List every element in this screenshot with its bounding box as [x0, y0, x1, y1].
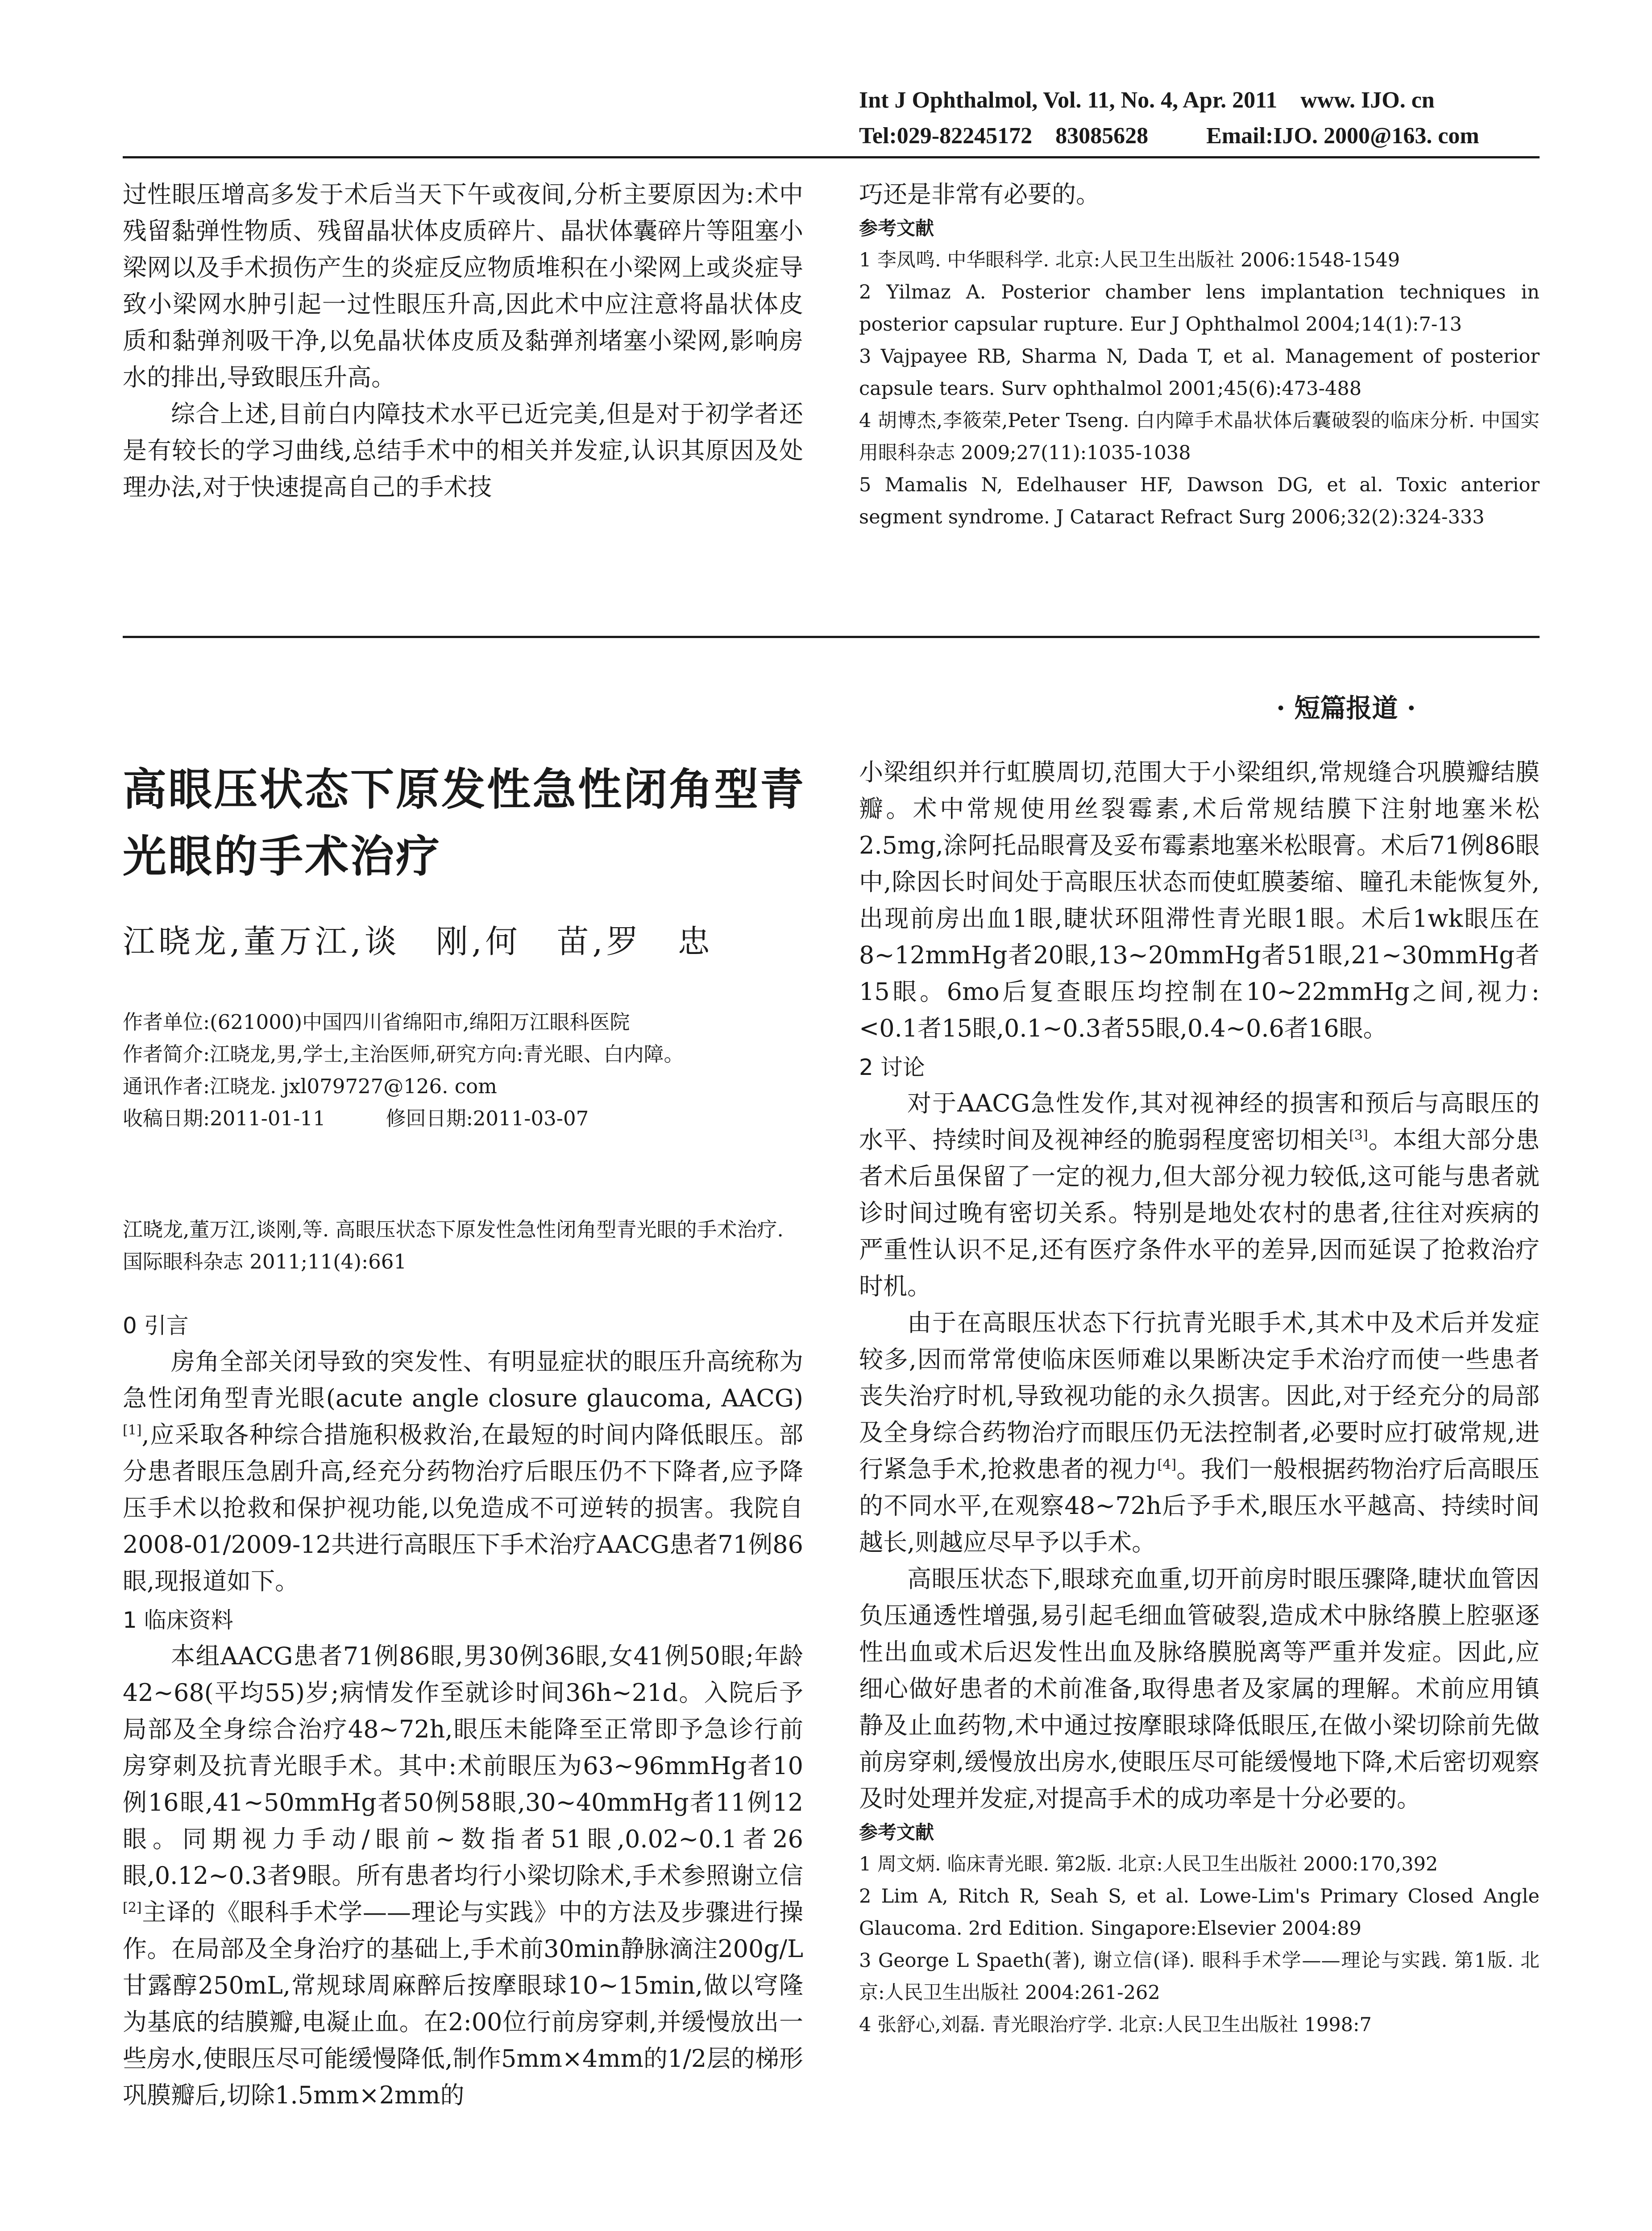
section-heading-intro: 0 引言: [123, 1313, 189, 1339]
header-rule: [123, 156, 1540, 158]
results-paragraph: 小梁组织并行虹膜周切,范围大于小梁组织,常规缝合巩膜瓣结膜瓣。术中常规使用丝裂霉素,术后常规结膜下注射地塞米松2.5mg,涂阿托品眼膏及妥布霉素地塞米松眼膏。术后71例86眼中,除因长时间处于高眼压状态而使虹膜萎缩、瞳孔未能恢复外,出现前房出血1眼,睫状环阻滞性青光眼1眼。术后1wk眼压在8~12mmHg者20眼,13~20mmHg者51眼,21~30mmHg者15眼。6mo后复查眼压均控制在10~22mmHg之间,视力:<0.1者15眼,0.1~0.3者55眼,0.4~0.6者16眼。: [859, 758, 1540, 1042]
prev-article-left-column: [123, 176, 803, 506]
journal-header-line1: Int J Ophthalmol, Vol. 11, No. 4, Apr. 2011 www. IJO. cn: [859, 87, 1435, 113]
prev-reference-item: 4 胡博杰,李筱荣,Peter Tseng. 白内障手术晶状体后囊破裂的临床分析. 中国实用眼科杂志 2009;27(11):1035-1038: [859, 410, 1540, 464]
received-dates: 收稿日期:2011-01-11 修回日期:2011-03-07: [123, 1107, 589, 1130]
author-info-block: [123, 1006, 805, 1135]
prev-references-heading: 参考文献: [859, 217, 934, 239]
citation-marker: [3]: [1349, 1128, 1368, 1143]
article-right-column: [859, 754, 1540, 2041]
citation-marker: [2]: [123, 1900, 142, 1916]
reference-item: 4 张舒心,刘磊. 青光眼治疗学. 北京:人民卫生出版社 1998:7: [859, 2014, 1372, 2036]
section-tag: · 短篇报道 ·: [1276, 693, 1416, 723]
reference-item: 1 周文炳. 临床青光眼. 第2版. 北京:人民卫生出版社 2000:170,392: [859, 1853, 1438, 1875]
prev-reference-item: 2 Yilmaz A. Posterior chamber lens implantation techniques in posterior capsular rupture. Eur J Ophthalmol 2004;14(1):7-13: [859, 281, 1540, 336]
section-heading-clinical: 1 临床资料: [123, 1607, 233, 1633]
prev-article-right-column: [859, 176, 1540, 533]
citation-marker: [4]: [1157, 1457, 1177, 1472]
article-title: 高眼压状态下原发性急性闭角型青光眼的手术治疗: [123, 764, 806, 882]
article-left-column: [123, 1305, 803, 2114]
prev-paragraph-1: 过性眼压增高多发于术后当天下午或夜间,分析主要原因为:术中残留黏弹性物质、残留晶状体皮质碎片、晶状体囊碎片等阻塞小梁网以及手术损伤产生的炎症反应物质堆积在小梁网上或炎症导致小梁网水肿引起一过性眼压升高,因此术中应注意将晶状体皮质和黏弹剂吸干净,以免晶状体皮质及黏弹剂堵塞小梁网,影响房水的排出,导致眼压升高。: [123, 180, 803, 391]
journal-header-line2: Tel:029-82245172 83085628 Email:IJO. 2000@163. com: [859, 123, 1479, 149]
clinical-paragraph: 本组AACG患者71例86眼,男30例36眼,女41例50眼;年龄42~68(平均55)岁;病情发作至就诊时间36h~21d。入院后予局部及全身综合治疗48~72h,眼压未能降至正常即予急诊行前房穿刺及抗青光眼手术。其中:术前眼压为63~96mmHg者10例16眼,41~50mmHg者50例58眼,30~40mmHg者11例12眼。同期视力手动/眼前~数指者51眼,0.02~0.1者26眼,0.12~0.3者9眼。所有患者均行小梁切除术,手术参照谢立信[2]主译的《眼科手术学——理论与实践》中的方法及步骤进行操作。在局部及全身治疗的基础上,手术前30min静脉滴注200g/L甘露醇250mL,常规球周麻醉后按摩眼球10~15min,做以穹隆为基底的结膜瓣,电凝止血。在2:00位行前房穿刺,并缓慢放出一些房水,使眼压尽可能缓慢降低,制作5mm×4mm的1/2层的梯形巩膜瓣后,切除1.5mm×2mm的: [123, 1642, 803, 2109]
author-bio: 作者简介:江晓龙,男,学士,主治医师,研究方向:青光眼、白内障。: [123, 1042, 684, 1066]
prev-reference-item: 3 Vajpayee RB, Sharma N, Dada T, et al. Management of posterior capsule tears. Surv ophthalmol 2001;45(6):473-488: [859, 345, 1540, 400]
prev-paragraph-2: 综合上述,目前白内障技术水平已近完美,但是对于初学者还是有较长的学习曲线,总结手术中的相关并发症,认识其原因及处理办法,对于快速提高自己的手术技: [123, 400, 803, 501]
prev-paragraph-3: 巧还是非常有必要的。: [859, 180, 1100, 208]
citation-block: [123, 1214, 805, 1278]
section-heading-discussion: 2 讨论: [859, 1054, 925, 1080]
discussion-paragraph-3: 高眼压状态下,眼球充血重,切开前房时眼压骤降,睫状血管因负压通透性增强,易引起毛细血管破裂,造成术中脉络膜上腔驱逐性出血或术后迟发性出血及脉络膜脱离等严重并发症。因此,应细心做好患者的术前准备,取得患者及家属的理解。术前应用镇静及止血药物,术中通过按摩眼球降低眼压,在做小梁切除前先做前房穿刺,缓慢放出房水,使眼压尽可能缓慢地下降,术后密切观察及时处理并发症,对提高手术的成功率是十分必要的。: [859, 1565, 1540, 1812]
prev-reference-item: 5 Mamalis N, Edelhauser HF, Dawson DG, et al. Toxic anterior segment syndrome. J Cataract Refract Surg 2006;32(2):324-333: [859, 474, 1540, 528]
reference-item: 2 Lim A, Ritch R, Seah S, et al. Lowe-Lim's Primary Closed Angle Glaucoma. 2rd Edition. Singapore:Elsevier 2004:89: [859, 1885, 1540, 1940]
prev-reference-item: 1 李凤鸣. 中华眼科学. 北京:人民卫生出版社 2006:1548-1549: [859, 249, 1400, 271]
author-affiliation: 作者单位:(621000)中国四川省绵阳市,绵阳万江眼科医院: [123, 1010, 630, 1034]
citation-marker: [1]: [123, 1422, 142, 1438]
discussion-paragraph-2: 由于在高眼压状态下行抗青光眼手术,其术中及术后并发症较多,因而常常使临床医师难以果断决定手术治疗而使一些患者丧失治疗时机,导致视功能的永久损害。因此,对于经充分的局部及全身综合药物治疗而眼压仍无法控制者,必要时应打破常规,进行紧急手术,抢救患者的视力[4]。我们一般根据药物治疗后高眼压的不同水平,在观察48~72h后予手术,眼压水平越高、持续时间越长,则越应尽早予以手术。: [859, 1309, 1540, 1556]
references-heading: 参考文献: [859, 1821, 934, 1843]
reference-item: 3 George L Spaeth(著), 谢立信(译). 眼科手术学——理论与实践. 第1版. 北京:人民卫生出版社 2004:261-262: [859, 1949, 1540, 2004]
intro-paragraph: 房角全部关闭导致的突发性、有明显症状的眼压升高统称为急性闭角型青光眼(acute angle closure glaucoma, AACG)[1],应采取各种综合措施积极救治,在最短的时间内降低眼压。部分患者眼压急剧升高,经充分药物治疗后眼压仍不下降者,应予降压手术以抢救和保护视功能,以免造成不可逆转的损害。我院自2008-01/2009-12共进行高眼压下手术治疗AACG患者71例86眼,现报道如下。: [123, 1348, 803, 1595]
correspondence: 通讯作者:江晓龙. jxl079727@126. com: [123, 1074, 497, 1098]
discussion-paragraph-1: 对于AACG急性发作,其对视神经的损害和预后与高眼压的水平、持续时间及视神经的脆弱程度密切相关[3]。本组大部分患者术后虽保留了一定的视力,但大部分视力较低,这可能与患者就诊时间过晚有密切关系。特别是地处农村的患者,往往对疾病的严重性认识不足,还有医疗条件水平的差异,因而延误了抢救治疗时机。: [859, 1089, 1540, 1300]
article-separator-rule: [123, 636, 1540, 638]
article-authors: 江晓龙,董万江,谈 刚,何 苗,罗 忠: [123, 923, 714, 960]
citation-text: 江晓龙,董万江,谈刚,等. 高眼压状态下原发性急性闭角型青光眼的手术治疗. 国际眼科杂志 2011;11(4):661: [123, 1218, 784, 1273]
